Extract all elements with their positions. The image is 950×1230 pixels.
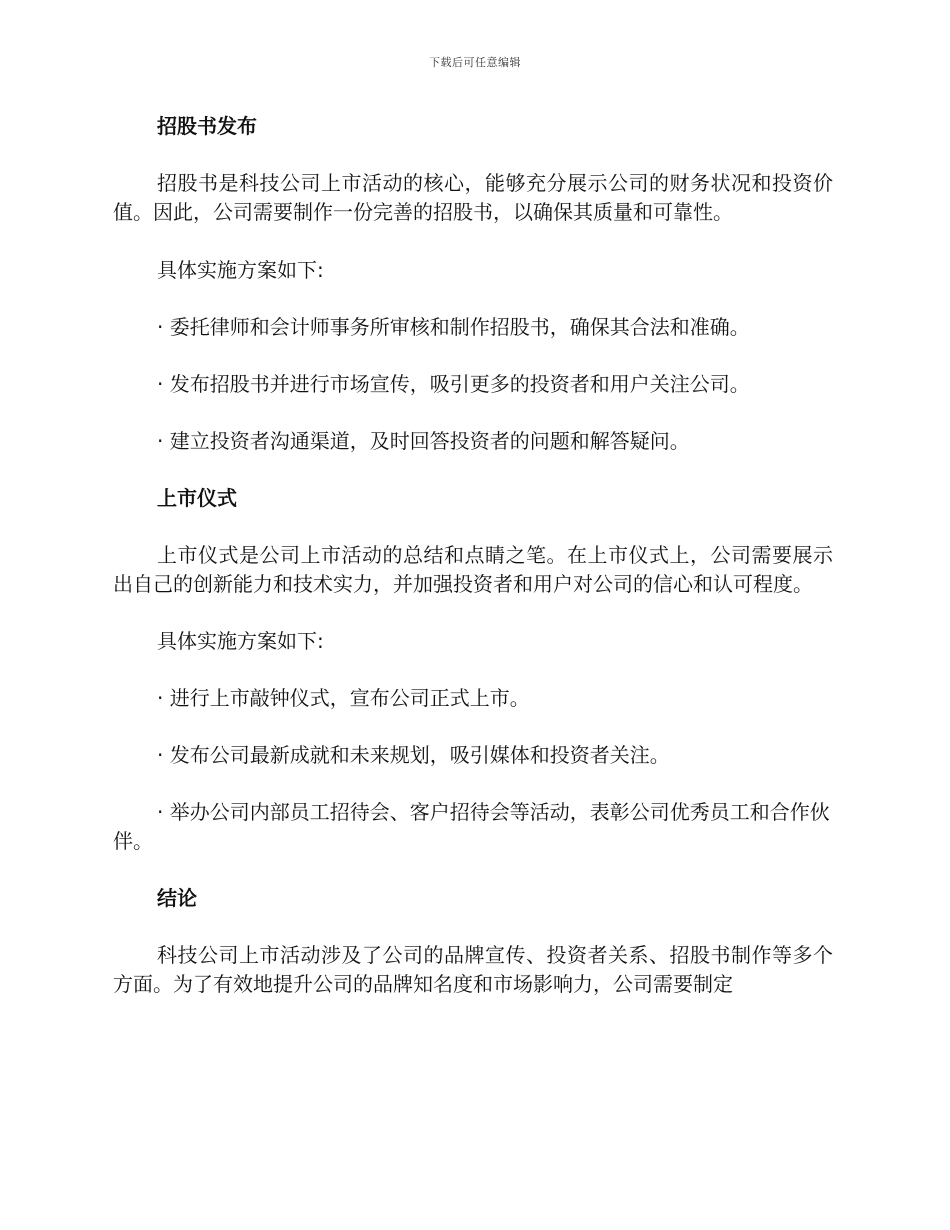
page-header-note: 下载后可任意编辑 [429, 56, 521, 69]
document-body [113, 112, 833, 999]
bullet-item: · 进行上市敲钟仪式，宣布公司正式上市。 [157, 686, 530, 710]
bullet-item: · 委托律师和会计师事务所审核和制作招股书，确保其合法和准确。 [157, 315, 750, 339]
section-heading-conclusion: 结论 [157, 886, 197, 910]
plan-intro-prospectus: 具体实施方案如下: [157, 258, 324, 282]
bullet-item: · 举办公司内部员工招待会、客户招待会等活动，表彰公司优秀员工和合作伙伴。 [113, 800, 830, 853]
section-heading-prospectus: 招股书发布 [157, 114, 257, 138]
bullet-item: · 发布招股书并进行市场宣传，吸引更多的投资者和用户关注公司。 [157, 372, 750, 396]
section-heading-listing-ceremony: 上市仪式 [157, 486, 237, 510]
bullet-item: · 建立投资者沟通渠道，及时回答投资者的问题和解答疑问。 [157, 429, 690, 453]
section-paragraph-conclusion: 科技公司上市活动涉及了公司的品牌宣传、投资者关系、招股书制作等多个方面。为了有效地提升公司的品牌知名度和市场影响力，公司需要制定 [113, 943, 833, 996]
plan-intro-listing-ceremony: 具体实施方案如下: [157, 629, 324, 653]
section-paragraph-prospectus: 招股书是科技公司上市活动的核心，能够充分展示公司的财务状况和投资价值。因此，公司需要制作一份完善的招股书，以确保其质量和可靠性。 [113, 171, 833, 224]
bullet-item: · 发布公司最新成就和未来规划，吸引媒体和投资者关注。 [157, 743, 670, 767]
section-paragraph-listing-ceremony: 上市仪式是公司上市活动的总结和点睛之笔。在上市仪式上，公司需要展示出自己的创新能力和技术实力，并加强投资者和用户对公司的信心和认可程度。 [113, 543, 833, 596]
